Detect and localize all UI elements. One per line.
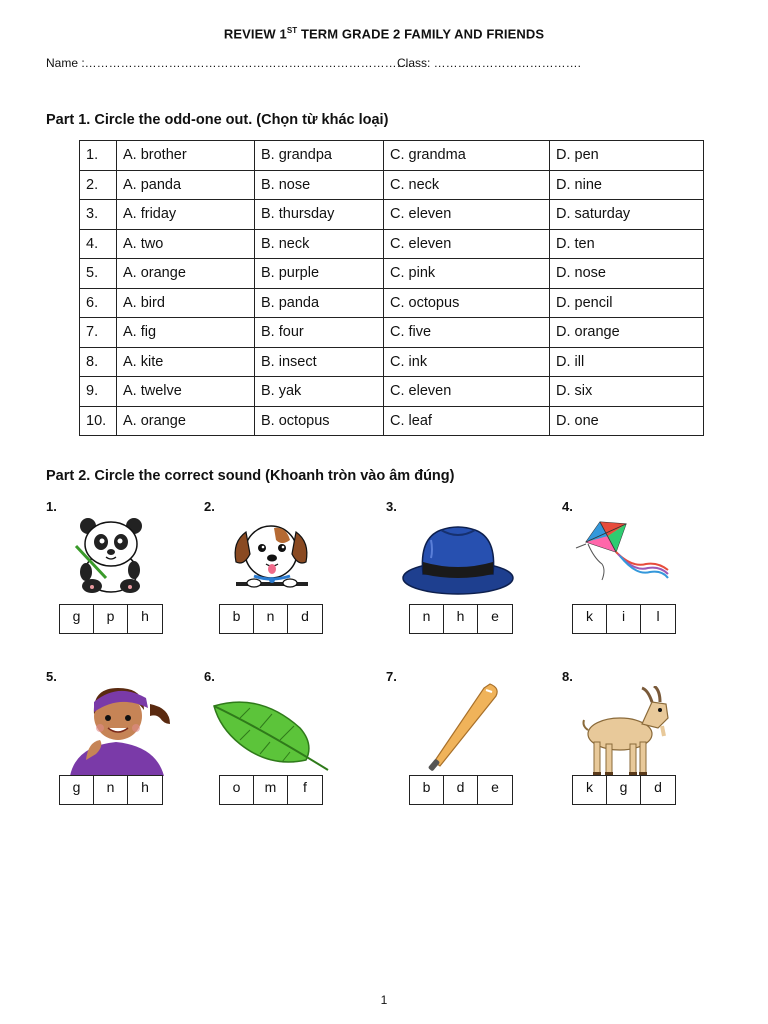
part1-heading: Part 1. Circle the odd-one out. (Chọn từ khác loại) <box>46 112 389 128</box>
odd-one-out-table <box>79 140 704 436</box>
table-row <box>80 318 704 348</box>
word-option[interactable]: A. panda <box>117 170 255 200</box>
item-number: 7. <box>386 669 397 684</box>
letter-choice[interactable]: n <box>94 776 128 804</box>
sound-choice-boxes <box>572 775 676 805</box>
word-option[interactable]: A. brother <box>117 141 255 171</box>
letter-choice[interactable]: b <box>410 776 444 804</box>
bat-icon <box>420 680 502 776</box>
sound-choice-boxes <box>572 604 676 634</box>
table-row <box>80 377 704 407</box>
sound-choice-boxes <box>219 775 323 805</box>
word-option[interactable]: B. octopus <box>255 406 384 436</box>
word-option[interactable]: B. purple <box>255 259 384 289</box>
word-option[interactable]: B. thursday <box>255 200 384 230</box>
word-option[interactable]: B. neck <box>255 229 384 259</box>
hat-icon <box>401 522 515 600</box>
question-number: 2. <box>80 170 117 200</box>
item-number: 5. <box>46 669 57 684</box>
word-option[interactable]: B. grandpa <box>255 141 384 171</box>
table-row <box>80 229 704 259</box>
letter-choice[interactable]: i <box>607 605 641 633</box>
word-option[interactable]: D. ill <box>550 347 704 377</box>
page-title: REVIEW 1ST TERM GRADE 2 FAMILY AND FRIENDS <box>223 26 545 42</box>
word-option[interactable]: D. saturday <box>550 200 704 230</box>
question-number: 5. <box>80 259 117 289</box>
question-number: 8. <box>80 347 117 377</box>
letter-choice[interactable]: k <box>573 776 607 804</box>
word-option[interactable]: D. nine <box>550 170 704 200</box>
table-row <box>80 347 704 377</box>
sound-choice-boxes <box>59 604 163 634</box>
letter-choice[interactable]: k <box>573 605 607 633</box>
letter-choice[interactable]: l <box>656 608 660 624</box>
letter-choice[interactable]: n <box>410 605 444 633</box>
word-option[interactable]: D. six <box>550 377 704 407</box>
letter-choice[interactable]: d <box>444 776 478 804</box>
item-number: 6. <box>204 669 215 684</box>
question-number: 9. <box>80 377 117 407</box>
word-option[interactable]: A. friday <box>117 200 255 230</box>
goat-icon <box>580 686 674 778</box>
sound-choice-boxes <box>59 775 163 805</box>
girl-icon <box>66 680 174 776</box>
table-row <box>80 259 704 289</box>
leaf-icon <box>210 698 332 772</box>
letter-choice[interactable]: n <box>254 605 288 633</box>
part2-heading: Part 2. Circle the correct sound (Khoanh tròn vào âm đúng) <box>46 468 455 484</box>
letter-choice[interactable]: b <box>220 605 254 633</box>
sound-choice-boxes <box>409 604 513 634</box>
word-option[interactable]: A. two <box>117 229 255 259</box>
sound-choice-boxes <box>219 604 323 634</box>
word-option[interactable]: C. pink <box>384 259 550 289</box>
letter-choice[interactable]: h <box>141 779 149 795</box>
word-option[interactable]: A. orange <box>117 406 255 436</box>
word-option[interactable]: B. panda <box>255 288 384 318</box>
word-option[interactable]: B. yak <box>255 377 384 407</box>
word-option[interactable]: C. octopus <box>384 288 550 318</box>
word-option[interactable]: A. orange <box>117 259 255 289</box>
letter-choice[interactable]: g <box>60 776 94 804</box>
letter-choice[interactable]: d <box>654 779 662 795</box>
word-option[interactable]: C. ink <box>384 347 550 377</box>
word-option[interactable]: A. twelve <box>117 377 255 407</box>
letter-choice[interactable]: f <box>303 779 307 795</box>
question-number: 4. <box>80 229 117 259</box>
table-row <box>80 200 704 230</box>
letter-choice[interactable]: e <box>491 779 499 795</box>
letter-choice[interactable]: m <box>254 776 288 804</box>
letter-choice[interactable]: e <box>491 608 499 624</box>
table-row <box>80 141 704 171</box>
question-number: 10. <box>80 406 117 436</box>
page-number: 1 <box>380 993 388 1007</box>
question-number: 7. <box>80 318 117 348</box>
question-number: 1. <box>80 141 117 171</box>
word-option[interactable]: B. insect <box>255 347 384 377</box>
question-number: 3. <box>80 200 117 230</box>
item-number: 1. <box>46 499 57 514</box>
name-line: Name :………………………………………………………………………. <box>46 56 413 70</box>
item-number: 4. <box>562 499 573 514</box>
letter-choice[interactable]: h <box>444 605 478 633</box>
word-option[interactable]: A. fig <box>117 318 255 348</box>
word-option[interactable]: D. one <box>550 406 704 436</box>
word-option[interactable]: C. grandma <box>384 141 550 171</box>
word-option[interactable]: B. nose <box>255 170 384 200</box>
table-row <box>80 170 704 200</box>
word-option[interactable]: D. ten <box>550 229 704 259</box>
item-number: 3. <box>386 499 397 514</box>
word-option[interactable]: C. eleven <box>384 229 550 259</box>
word-option[interactable]: D. pencil <box>550 288 704 318</box>
word-option[interactable]: A. kite <box>117 347 255 377</box>
table-row <box>80 288 704 318</box>
letter-choice[interactable]: g <box>607 776 641 804</box>
word-option[interactable]: C. leaf <box>384 406 550 436</box>
letter-choice[interactable]: d <box>301 608 309 624</box>
word-option[interactable]: D. orange <box>550 318 704 348</box>
word-option[interactable]: C. neck <box>384 170 550 200</box>
table-row <box>80 406 704 436</box>
word-option[interactable]: B. four <box>255 318 384 348</box>
letter-choice[interactable]: p <box>94 605 128 633</box>
word-option[interactable]: D. nose <box>550 259 704 289</box>
item-number: 2. <box>204 499 215 514</box>
kite-icon <box>572 518 672 584</box>
word-option[interactable]: A. bird <box>117 288 255 318</box>
word-option[interactable]: D. pen <box>550 141 704 171</box>
word-option[interactable]: C. eleven <box>384 200 550 230</box>
letter-choice[interactable]: h <box>141 608 149 624</box>
sound-choice-boxes <box>409 775 513 805</box>
word-option[interactable]: C. five <box>384 318 550 348</box>
question-number: 6. <box>80 288 117 318</box>
class-line: Class: ………………………………. <box>397 56 582 70</box>
panda-icon <box>70 514 152 596</box>
word-option[interactable]: C. eleven <box>384 377 550 407</box>
letter-choice[interactable]: g <box>60 605 94 633</box>
dog-icon <box>230 516 312 596</box>
item-number: 8. <box>562 669 573 684</box>
letter-choice[interactable]: o <box>220 776 254 804</box>
